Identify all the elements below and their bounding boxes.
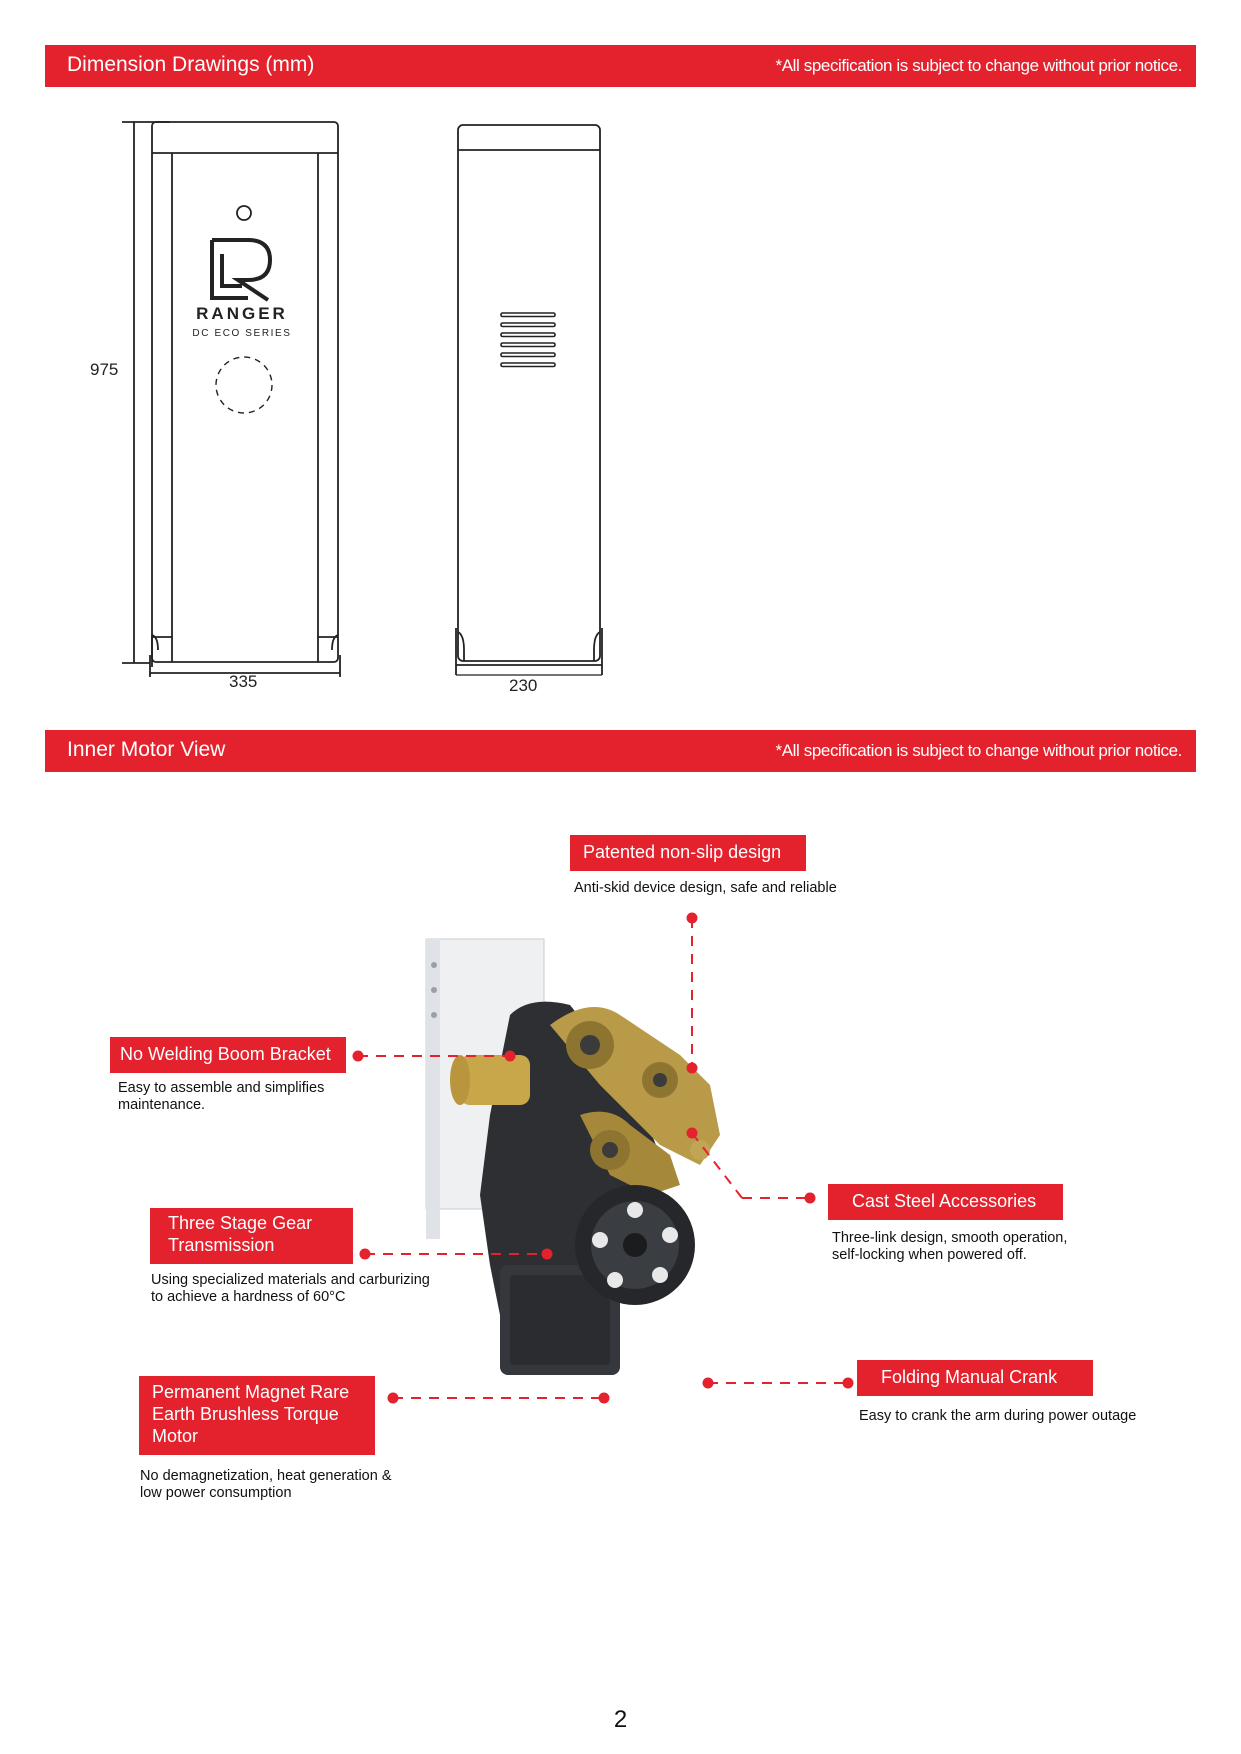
gear-callout-title: Three Stage Gear Transmission: [150, 1208, 353, 1264]
dimension-section-title: Dimension Drawings (mm): [67, 53, 315, 76]
inner-motor-section-title: Inner Motor View: [67, 738, 226, 761]
crank-callout-title: Folding Manual Crank: [857, 1360, 1093, 1396]
bracket-callout-desc: Easy to assemble and simplifies maintenance.: [118, 1080, 325, 1113]
inner-motor-section-note: *All specification is subject to change without prior notice.: [775, 741, 1182, 760]
patented-marker-dot: [687, 913, 698, 924]
brand-name: RANGER: [196, 304, 288, 323]
cast-callout-title: Cast Steel Accessories: [828, 1184, 1063, 1220]
patented-callout-title: Patented non-slip design: [570, 835, 806, 871]
gear-callout-desc: Using specialized materials and carburizing to achieve a hardness of 60°C: [151, 1272, 430, 1305]
dimension-section-note: *All specification is subject to change without prior notice.: [775, 56, 1182, 75]
side-width-dimension-label: 230: [509, 676, 538, 695]
front-width-dimension-label: 335: [229, 672, 258, 691]
cast-callout-desc: Three-link design, smooth operation, self-locking when powered off.: [832, 1230, 1068, 1263]
page-number: 2: [613, 1706, 628, 1733]
bracket-callout-title: No Welding Boom Bracket: [110, 1037, 346, 1073]
patented-callout-desc: Anti-skid device design, safe and reliable: [574, 880, 837, 896]
height-dimension-label: 975: [90, 360, 119, 379]
motor-callout-title: Permanent Magnet Rare Earth Brushless Torque Motor: [139, 1376, 375, 1455]
crank-callout-desc: Easy to crank the arm during power outage: [859, 1408, 1137, 1424]
series-name: DC ECO SERIES: [192, 328, 292, 339]
motor-callout-desc: No demagnetization, heat generation & low power consumption: [140, 1468, 392, 1501]
